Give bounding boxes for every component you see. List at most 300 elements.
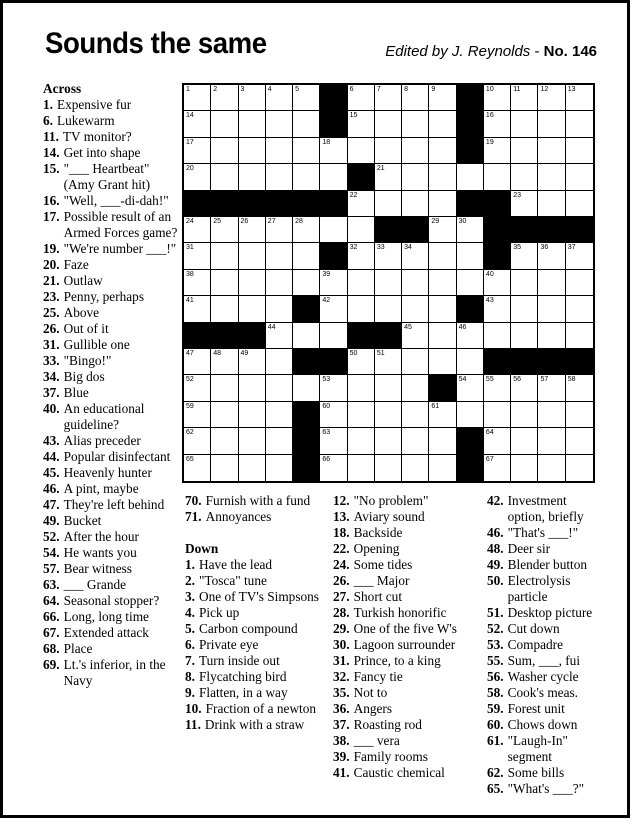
clue-text: Short cut	[353, 589, 403, 604]
clue-text: Place	[63, 641, 93, 656]
grid-cell[interactable]	[211, 85, 238, 111]
grid-cell[interactable]	[429, 270, 456, 296]
clues-column-2	[185, 493, 327, 733]
grid-cell[interactable]	[293, 111, 320, 137]
grid-cell[interactable]	[429, 428, 456, 454]
clue-text: Turkish honorific	[353, 605, 447, 620]
grid-cell[interactable]	[538, 191, 565, 217]
grid-cell[interactable]	[239, 375, 266, 401]
grid-cell[interactable]	[184, 455, 211, 481]
clue-item	[333, 717, 481, 733]
clue-item	[43, 513, 179, 529]
grid-cell[interactable]	[402, 164, 429, 190]
grid-cell[interactable]	[538, 323, 565, 349]
cell-number: 18	[322, 138, 331, 146]
grid-cell[interactable]	[184, 375, 211, 401]
grid-cell[interactable]	[538, 243, 565, 269]
grid-cell[interactable]	[266, 349, 293, 375]
clue-text: Washer cycle	[507, 669, 579, 684]
grid-cell[interactable]	[266, 85, 293, 111]
grid-cell[interactable]	[320, 402, 347, 428]
clue-number: 31.	[333, 653, 350, 668]
grid-cell[interactable]	[211, 138, 238, 164]
grid-cell[interactable]	[184, 270, 211, 296]
grid-cell[interactable]	[266, 111, 293, 137]
grid-cell[interactable]	[348, 111, 375, 137]
grid-cell[interactable]	[511, 402, 538, 428]
across-header: Across	[43, 81, 82, 96]
grid-cell[interactable]	[320, 455, 347, 481]
grid-cell[interactable]	[538, 375, 565, 401]
clue-item	[487, 781, 599, 797]
grid-cell[interactable]	[511, 111, 538, 137]
clue-text: Furnish with a fund	[205, 493, 311, 508]
grid-cell[interactable]	[320, 428, 347, 454]
clue-item	[487, 621, 599, 637]
clue-text: Family rooms	[353, 749, 428, 764]
grid-cell[interactable]	[266, 270, 293, 296]
grid-cell[interactable]	[239, 111, 266, 137]
grid-cell[interactable]	[484, 296, 511, 322]
grid-cell[interactable]	[429, 85, 456, 111]
clue-number: 2.	[185, 573, 195, 588]
clue-number: 47.	[43, 497, 60, 512]
grid-cell[interactable]	[429, 243, 456, 269]
cell-number: 67	[485, 455, 494, 463]
grid-cell[interactable]	[511, 323, 538, 349]
grid-block	[457, 85, 484, 111]
grid-cell[interactable]	[239, 217, 266, 243]
clue-item	[185, 653, 327, 669]
cell-number: 20	[186, 165, 194, 173]
grid-cell[interactable]	[566, 296, 593, 322]
clue-text: Above	[63, 305, 100, 320]
grid-cell[interactable]	[402, 323, 429, 349]
grid-block	[348, 323, 375, 349]
grid-cell[interactable]	[348, 375, 375, 401]
across-clue-list	[43, 97, 179, 689]
grid-cell[interactable]	[348, 402, 375, 428]
clue-number: 46.	[43, 481, 60, 496]
grid-cell[interactable]	[538, 428, 565, 454]
grid-cell[interactable]	[566, 323, 593, 349]
grid-cell[interactable]	[266, 375, 293, 401]
down-clue-list-3	[487, 493, 599, 797]
grid-block	[239, 323, 266, 349]
grid-cell[interactable]	[266, 138, 293, 164]
clue-item	[43, 353, 179, 369]
cell-number: 16	[485, 112, 494, 120]
grid-cell[interactable]	[184, 138, 211, 164]
grid-cell[interactable]	[566, 402, 593, 428]
cell-number: 45	[404, 323, 412, 331]
grid-cell[interactable]	[348, 191, 375, 217]
grid-cell[interactable]	[538, 85, 565, 111]
clue-item	[185, 621, 327, 637]
clue-item	[43, 641, 179, 657]
clue-item	[487, 717, 599, 733]
grid-cell[interactable]	[293, 375, 320, 401]
grid-cell[interactable]	[293, 323, 320, 349]
clue-number: 60.	[487, 717, 504, 732]
grid-cell[interactable]	[266, 217, 293, 243]
clue-text: Private eye	[198, 637, 259, 652]
grid-cell[interactable]	[375, 164, 402, 190]
grid-cell[interactable]	[429, 323, 456, 349]
grid-cell[interactable]	[266, 402, 293, 428]
clue-number: 7.	[185, 653, 195, 668]
grid-cell[interactable]	[402, 243, 429, 269]
down-header: Down	[185, 541, 219, 556]
grid-cell[interactable]	[457, 217, 484, 243]
grid-cell[interactable]	[402, 428, 429, 454]
grid-cell[interactable]	[429, 296, 456, 322]
grid-block	[457, 138, 484, 164]
clue-item	[185, 573, 327, 589]
grid-cell[interactable]	[457, 375, 484, 401]
grid-cell[interactable]	[484, 85, 511, 111]
clue-number: 58.	[487, 685, 504, 700]
clue-text: Big dos	[63, 369, 105, 384]
grid-cell[interactable]	[211, 428, 238, 454]
grid-cell[interactable]	[511, 85, 538, 111]
clue-number: 30.	[333, 637, 350, 652]
cell-number: 35	[513, 244, 521, 252]
grid-cell[interactable]	[511, 428, 538, 454]
grid-block	[484, 349, 511, 375]
grid-cell[interactable]	[320, 164, 347, 190]
cell-number: 47	[186, 349, 194, 357]
grid-cell[interactable]	[375, 455, 402, 481]
grid-cell[interactable]	[484, 455, 511, 481]
grid-cell[interactable]	[429, 217, 456, 243]
grid-cell[interactable]	[511, 138, 538, 164]
grid-cell[interactable]	[184, 217, 211, 243]
grid-cell[interactable]	[239, 349, 266, 375]
clue-text: Fancy tie	[353, 669, 403, 684]
grid-cell[interactable]	[566, 164, 593, 190]
clue-item	[43, 401, 179, 433]
grid-cell[interactable]	[402, 270, 429, 296]
clue-number: 56.	[487, 669, 504, 684]
grid-cell[interactable]	[429, 455, 456, 481]
grid-cell[interactable]	[375, 270, 402, 296]
grid-cell[interactable]	[402, 296, 429, 322]
grid-cell[interactable]	[266, 323, 293, 349]
grid-cell[interactable]	[211, 270, 238, 296]
grid-cell[interactable]	[402, 349, 429, 375]
clue-number: 33.	[43, 353, 60, 368]
grid-cell[interactable]	[320, 296, 347, 322]
grid-cell[interactable]	[457, 243, 484, 269]
grid-cell[interactable]	[484, 111, 511, 137]
clue-number: 10.	[185, 701, 202, 716]
grid-cell[interactable]	[293, 243, 320, 269]
clue-number: 25.	[43, 305, 60, 320]
clue-number: 63.	[43, 577, 60, 592]
grid-cell[interactable]	[211, 349, 238, 375]
clue-text: Not to	[353, 685, 388, 700]
cell-number: 25	[213, 217, 222, 225]
grid-cell[interactable]	[429, 349, 456, 375]
grid-block	[293, 191, 320, 217]
grid-block	[484, 217, 511, 243]
grid-cell[interactable]	[402, 85, 429, 111]
grid-cell[interactable]	[239, 296, 266, 322]
clue-item	[43, 577, 179, 593]
grid-cell[interactable]	[211, 164, 238, 190]
clue-text: Popular disinfectant	[63, 449, 171, 464]
grid-cell[interactable]	[348, 349, 375, 375]
grid-cell[interactable]	[266, 455, 293, 481]
grid-cell[interactable]	[293, 164, 320, 190]
grid-cell[interactable]	[348, 217, 375, 243]
clue-number: 52.	[43, 529, 60, 544]
grid-cell[interactable]	[320, 217, 347, 243]
grid-cell[interactable]	[566, 85, 593, 111]
grid-cell[interactable]	[184, 402, 211, 428]
grid-cell[interactable]	[239, 270, 266, 296]
grid-cell[interactable]	[566, 270, 593, 296]
cell-number: 42	[322, 297, 331, 305]
grid-cell[interactable]	[457, 164, 484, 190]
grid-cell[interactable]	[348, 296, 375, 322]
grid-cell[interactable]	[239, 455, 266, 481]
byline-separator: -	[530, 43, 544, 60]
clue-item	[333, 637, 481, 653]
grid-cell[interactable]	[429, 138, 456, 164]
clue-text: Blender button	[507, 557, 588, 572]
grid-cell[interactable]	[184, 428, 211, 454]
grid-cell[interactable]	[566, 191, 593, 217]
grid-cell[interactable]	[184, 85, 211, 111]
grid-cell[interactable]	[375, 85, 402, 111]
grid-cell[interactable]	[484, 428, 511, 454]
grid-cell[interactable]	[511, 296, 538, 322]
grid-cell[interactable]	[429, 164, 456, 190]
grid-cell[interactable]	[402, 191, 429, 217]
clue-item	[333, 541, 481, 557]
grid-cell[interactable]	[184, 243, 211, 269]
crossword-grid	[182, 83, 595, 483]
grid-cell[interactable]	[538, 402, 565, 428]
grid-cell[interactable]	[511, 243, 538, 269]
grid-cell[interactable]	[348, 270, 375, 296]
grid-block	[293, 428, 320, 454]
grid-cell[interactable]	[511, 191, 538, 217]
clue-number: 16.	[43, 193, 60, 208]
grid-cell[interactable]	[293, 85, 320, 111]
grid-cell[interactable]	[457, 323, 484, 349]
grid-block	[484, 243, 511, 269]
grid-cell[interactable]	[293, 138, 320, 164]
grid-cell[interactable]	[239, 138, 266, 164]
clue-text: Bucket	[63, 513, 102, 528]
grid-cell[interactable]	[511, 375, 538, 401]
grid-cell[interactable]	[348, 428, 375, 454]
grid-cell[interactable]	[511, 270, 538, 296]
grid-cell[interactable]	[211, 375, 238, 401]
cell-number: 3	[240, 86, 245, 93]
clue-item	[487, 733, 599, 765]
grid-cell[interactable]	[184, 164, 211, 190]
clue-number: 17.	[43, 209, 60, 224]
clue-number: 37.	[333, 717, 350, 732]
grid-cell[interactable]	[375, 349, 402, 375]
grid-block	[511, 217, 538, 243]
grid-cell[interactable]	[402, 375, 429, 401]
clue-text: After the hour	[63, 529, 139, 544]
grid-cell[interactable]	[211, 111, 238, 137]
grid-cell[interactable]	[511, 455, 538, 481]
grid-cell[interactable]	[538, 111, 565, 137]
grid-cell[interactable]	[320, 323, 347, 349]
grid-block	[457, 428, 484, 454]
grid-cell[interactable]	[511, 164, 538, 190]
grid-cell[interactable]	[538, 270, 565, 296]
cell-number: 1	[186, 86, 190, 93]
clue-text: Fraction of a newton	[205, 701, 317, 716]
grid-cell[interactable]	[184, 296, 211, 322]
clue-text: Penny, perhaps	[63, 289, 145, 304]
clue-item	[43, 273, 179, 289]
grid-cell[interactable]	[429, 402, 456, 428]
clue-text: Out of it	[63, 321, 109, 336]
grid-cell[interactable]	[429, 111, 456, 137]
grid-block	[320, 191, 347, 217]
grid-cell[interactable]	[375, 111, 402, 137]
clue-number: 54.	[43, 545, 60, 560]
grid-cell[interactable]	[211, 217, 238, 243]
grid-cell[interactable]	[566, 111, 593, 137]
grid-cell[interactable]	[429, 191, 456, 217]
grid-cell[interactable]	[375, 428, 402, 454]
clue-item	[185, 509, 327, 525]
clue-text: One of TV's Simpsons	[198, 589, 319, 604]
grid-cell[interactable]	[211, 455, 238, 481]
grid-cell[interactable]	[348, 85, 375, 111]
cell-number: 7	[376, 86, 381, 93]
grid-block	[320, 111, 347, 137]
grid-cell[interactable]	[484, 164, 511, 190]
grid-cell[interactable]	[566, 138, 593, 164]
clue-number: 69.	[43, 657, 60, 672]
grid-cell[interactable]	[538, 164, 565, 190]
grid-cell[interactable]	[457, 270, 484, 296]
grid-cell[interactable]	[348, 455, 375, 481]
grid-cell[interactable]	[484, 323, 511, 349]
grid-cell[interactable]	[211, 402, 238, 428]
grid-cell[interactable]	[457, 402, 484, 428]
clue-item	[185, 701, 327, 717]
grid-cell[interactable]	[320, 375, 347, 401]
grid-cell[interactable]	[457, 349, 484, 375]
grid-cell[interactable]	[266, 164, 293, 190]
cell-number: 2	[213, 86, 218, 93]
grid-cell[interactable]	[348, 138, 375, 164]
grid-cell[interactable]	[484, 375, 511, 401]
grid-cell[interactable]	[239, 402, 266, 428]
grid-cell[interactable]	[293, 270, 320, 296]
grid-cell[interactable]	[566, 428, 593, 454]
clue-number: 59.	[487, 701, 504, 716]
grid-cell[interactable]	[566, 375, 593, 401]
clue-text: Chows down	[507, 717, 578, 732]
grid-cell[interactable]	[538, 455, 565, 481]
clue-item	[487, 669, 599, 685]
grid-cell[interactable]	[320, 270, 347, 296]
clue-text: Pick up	[198, 605, 240, 620]
cell-number: 61	[431, 402, 440, 410]
clue-item	[43, 289, 179, 305]
clue-number: 68.	[43, 641, 60, 656]
grid-cell[interactable]	[402, 455, 429, 481]
cell-number: 22	[349, 191, 358, 199]
grid-cell[interactable]	[375, 375, 402, 401]
grid-cell[interactable]	[375, 138, 402, 164]
clue-item	[487, 541, 599, 557]
clue-text: Investment option, briefly	[507, 493, 584, 524]
grid-cell[interactable]	[266, 243, 293, 269]
clue-text: Prince, to a king	[353, 653, 441, 668]
grid-cell[interactable]	[348, 243, 375, 269]
grid-cell[interactable]	[402, 111, 429, 137]
clue-text: Alias preceder	[63, 433, 141, 448]
grid-cell[interactable]	[211, 296, 238, 322]
grid-cell[interactable]	[211, 243, 238, 269]
grid-cell[interactable]	[538, 296, 565, 322]
grid-cell[interactable]	[293, 217, 320, 243]
grid-cell[interactable]	[484, 270, 511, 296]
grid-cell[interactable]	[266, 296, 293, 322]
grid-cell[interactable]	[402, 402, 429, 428]
clue-number: 5.	[185, 621, 195, 636]
grid-cell[interactable]	[375, 402, 402, 428]
grid-cell[interactable]	[484, 402, 511, 428]
clue-text: Cook's meas.	[507, 685, 578, 700]
grid-cell[interactable]	[239, 85, 266, 111]
clue-item	[333, 685, 481, 701]
grid-cell[interactable]	[239, 428, 266, 454]
clue-number: 51.	[487, 605, 504, 620]
grid-block	[320, 349, 347, 375]
clue-item	[43, 161, 179, 193]
grid-block	[293, 296, 320, 322]
cell-number: 66	[322, 455, 331, 463]
grid-cell[interactable]	[184, 111, 211, 137]
grid-cell[interactable]	[538, 138, 565, 164]
clue-text: Some tides	[353, 557, 413, 572]
clue-text: Deer sir	[507, 541, 551, 556]
grid-cell[interactable]	[375, 191, 402, 217]
grid-cell[interactable]	[239, 164, 266, 190]
clue-number: 62.	[487, 765, 504, 780]
clue-number: 53.	[487, 637, 504, 652]
clue-text: ___ Major	[353, 573, 410, 588]
grid-cell[interactable]	[375, 243, 402, 269]
grid-cell[interactable]	[566, 455, 593, 481]
grid-cell[interactable]	[566, 243, 593, 269]
grid-cell[interactable]	[239, 243, 266, 269]
grid-cell[interactable]	[484, 138, 511, 164]
grid-block	[211, 323, 238, 349]
grid-cell[interactable]	[184, 349, 211, 375]
grid-cell[interactable]	[320, 138, 347, 164]
grid-cell[interactable]	[402, 138, 429, 164]
grid-cell[interactable]	[266, 428, 293, 454]
grid-cell[interactable]	[375, 296, 402, 322]
grid-block	[348, 164, 375, 190]
